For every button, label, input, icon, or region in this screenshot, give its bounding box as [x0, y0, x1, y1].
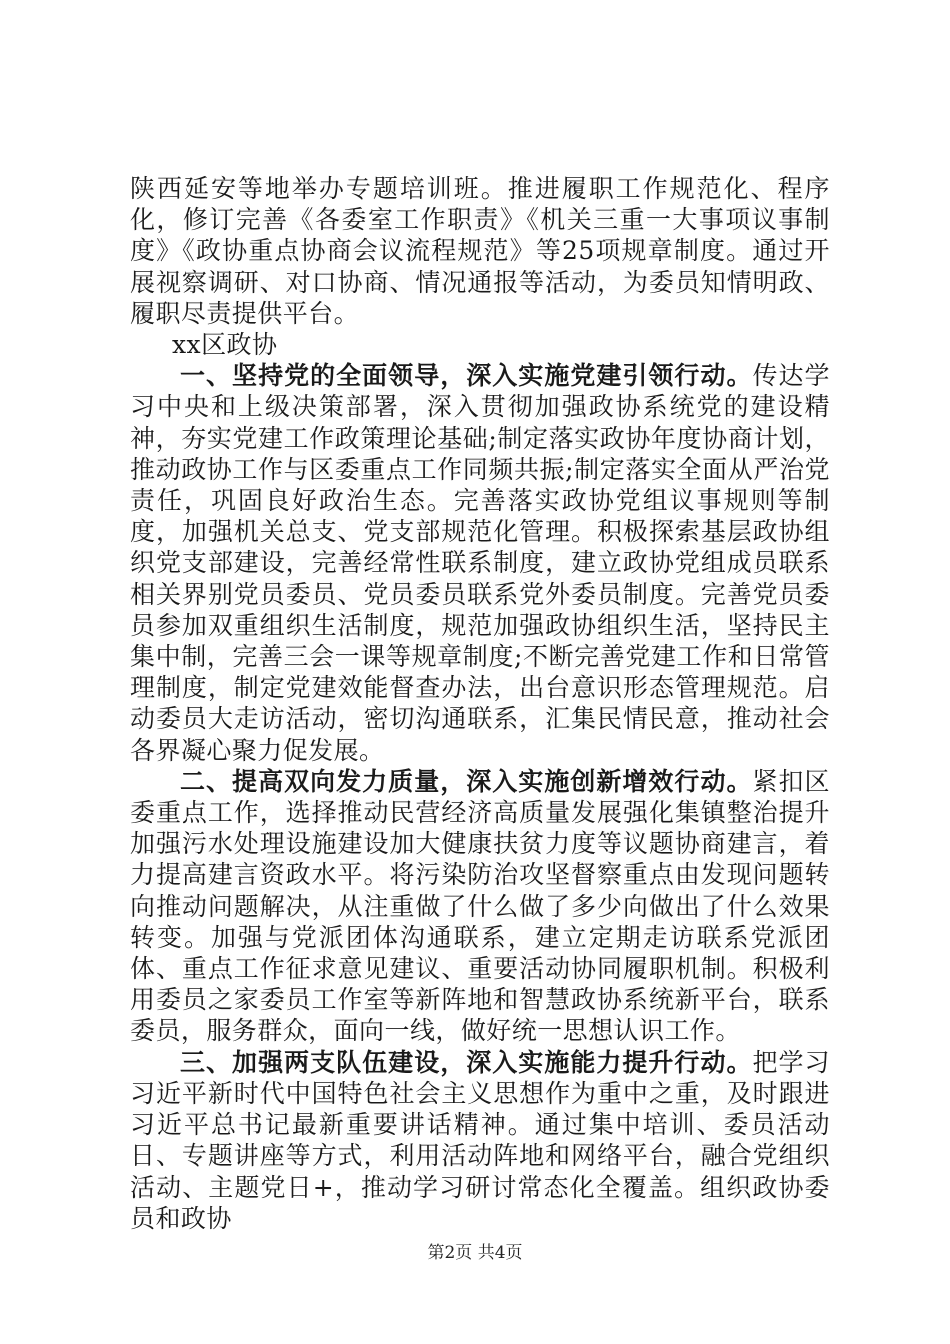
- section-paragraph-2: [130, 766, 830, 1047]
- section-heading-3: 三、加强两支队伍建设，深入实施能力提升行动。: [180, 1047, 753, 1077]
- page-footer: [0, 1242, 950, 1264]
- section-body-1: 传达学习中央和上级决策部署，深入贯彻加强政协系统党的建设精神，夯实党建工作政策理论基础;制定落实政协年度协商计划，推动政协工作与区委重点工作同频共振;制定落实全面从严治党责任，巩固良好政治生态。完善落实政协党组议事规则等制度，加强机关总支、党支部规范化管理。积极探索基层政协组织党支部建设，完善经常性联系制度，建立政协党组成员联系相关界别党员委员、党员委员联系党外委员制度。完善党员委员参加双重组织生活制度，规范加强政协组织生活，坚持民主集中制，完善三会一课等规章制度;不断完善党建工作和日常管理制度，制定党建效能督查办法，出台意识形态管理规范。启动委员大走访活动，密切沟通联系，汇集民情民意，推动社会各界凝心聚力促发展。: [130, 361, 830, 765]
- section-heading-1: 一、坚持党的全面领导，深入实施党建引领行动。: [180, 361, 753, 391]
- section-body-2: 紧扣区委重点工作，选择推动民营经济高质量发展强化集镇整治提升加强污水处理设施建设加大健康扶贫力度等议题协商建言，着力提高建言资政水平。将污染防治攻坚督察重点由发现问题转向推动问题解决，从注重做了什么做了多少向做出了什么效果转变。加强与党派团体沟通联系，建立定期走访联系党派团体、重点工作征求意见建议、重要活动协同履职机制。积极利用委员之家委员工作室等新阵地和智慧政协系统新平台，联系委员，服务群众，面向一线，做好统一思想认识工作。: [130, 766, 830, 1046]
- section-paragraph-3: [130, 1047, 830, 1234]
- organization-name: xx区政协: [172, 330, 278, 360]
- page-number-label: 第2页 共4页: [427, 1243, 523, 1263]
- section-heading-2: 二、提高双向发力质量，深入实施创新增效行动。: [180, 766, 753, 796]
- paragraph-continuation: 陕西延安等地举办专题培训班。推进履职工作规范化、程序化，修订完善《各委室工作职责》《机关三重一大事项议事制度》《政协重点协商会议流程规范》等25项规章制度。通过开展视察调研、对口协商、情况通报等活动，为委员知情明政、履职尽责提供平台。: [130, 174, 830, 328]
- section-paragraph-1: [130, 360, 830, 766]
- document-body: [130, 173, 830, 1234]
- section-body-3: 把学习习近平新时代中国特色社会主义思想作为重中之重，及时跟进习近平总书记最新重要讲话精神。通过集中培训、委员活动日、专题讲座等方式，利用活动阵地和网络平台，融合党组织活动、主题党日+，推动学习研讨常态化全覆盖。组织政协委员和政协: [130, 1047, 830, 1233]
